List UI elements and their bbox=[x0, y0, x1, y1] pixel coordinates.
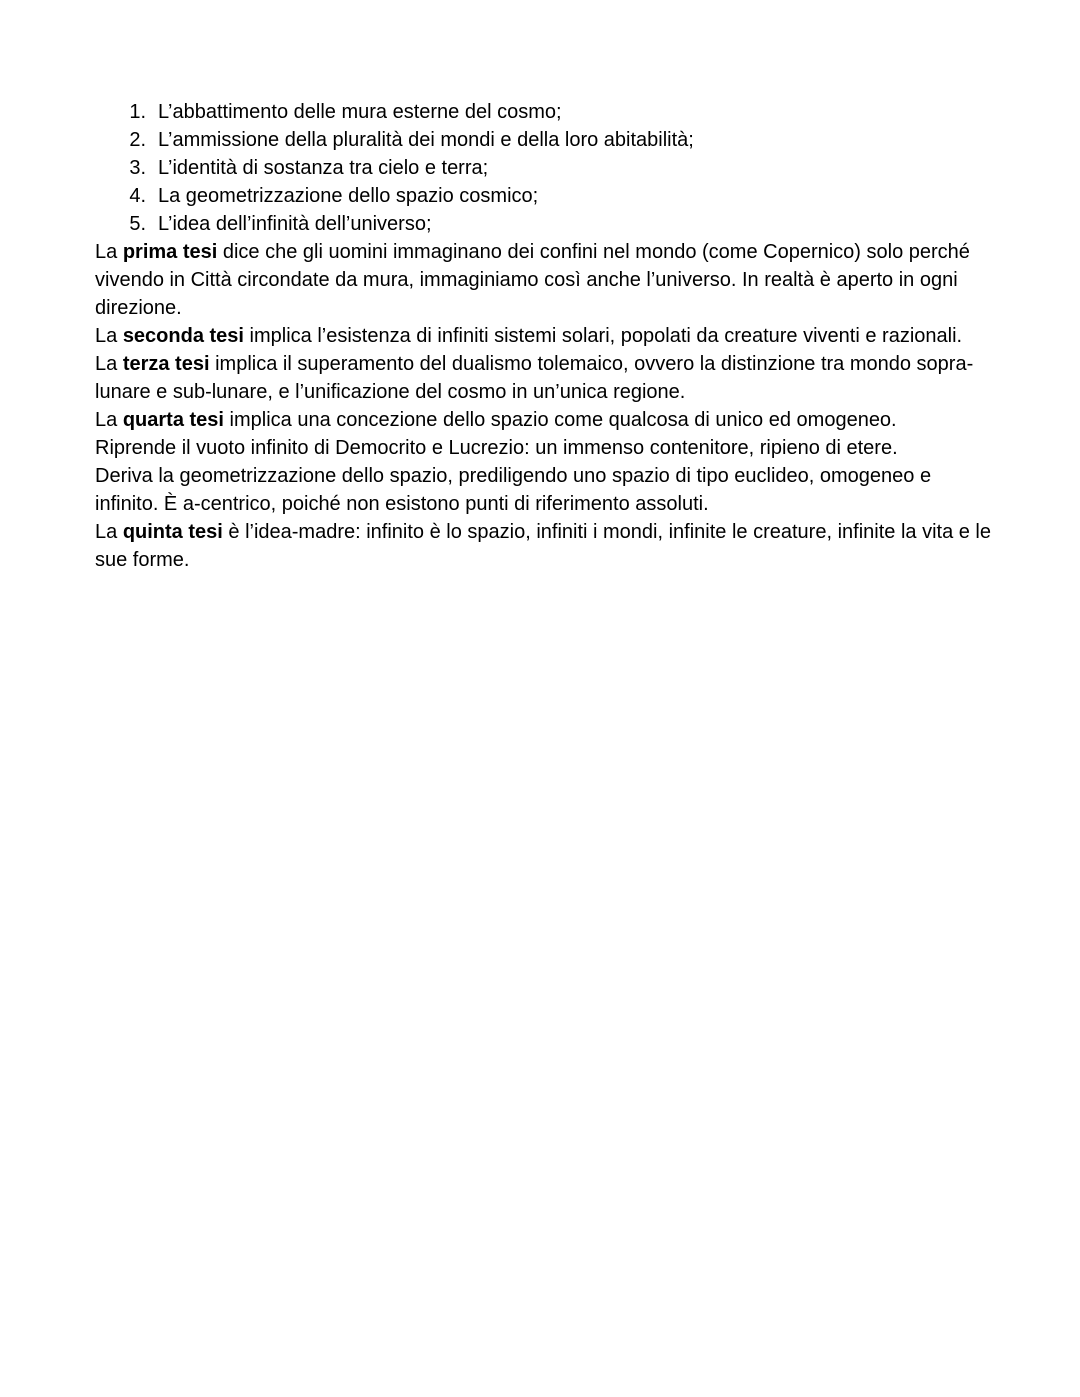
paragraph-text: implica il superamento del dualismo tolemaico, ovvero la distinzione tra mondo sopra-lunare e sub-lunare, e l’unificazione del cosmo in un’unica regione. bbox=[95, 353, 974, 403]
paragraph-text: Riprende il vuoto infinito di Democrito e Lucrezio: un immenso contenitore, ripieno di etere. bbox=[95, 437, 898, 459]
paragraph-bold-term: terza tesi bbox=[122, 353, 210, 375]
paragraph-seconda-tesi bbox=[95, 322, 995, 350]
list-item: L’abbattimento delle mura esterne del cosmo; bbox=[158, 101, 562, 123]
list-item: L’ammissione della pluralità dei mondi e della loro abitabilità; bbox=[158, 129, 694, 151]
paragraph-democrito bbox=[95, 434, 995, 462]
paragraph-text: dice che gli uomini immaginano dei confini nel mondo (come Copernico) solo perché vivendo in Città circondate da mura, immaginiamo così anche l’universo. In realtà è aperto in ogni direzione. bbox=[95, 241, 970, 319]
paragraph-quinta-tesi bbox=[95, 518, 995, 574]
paragraph-prefix: La bbox=[95, 409, 123, 431]
document-page bbox=[95, 98, 995, 574]
list-item: L’identità di sostanza tra cielo e terra; bbox=[158, 157, 489, 179]
paragraph-prima-tesi bbox=[95, 238, 995, 322]
list-item: La geometrizzazione dello spazio cosmico; bbox=[158, 185, 539, 207]
tesi-list bbox=[95, 98, 995, 238]
paragraph-text: Deriva la geometrizzazione dello spazio, prediligendo uno spazio di tipo euclideo, omogeneo e infinito. È a-centrico, poiché non esistono punti di riferimento assoluti. bbox=[95, 465, 932, 515]
paragraph-quarta-tesi bbox=[95, 406, 995, 434]
list-item: L’idea dell’infinità dell’universo; bbox=[158, 213, 432, 235]
paragraph-text: è l’idea-madre: infinito è lo spazio, infiniti i mondi, infinite le creature, infinite la vita e le sue forme. bbox=[95, 521, 991, 571]
paragraph-geometrizzazione bbox=[95, 462, 995, 518]
paragraph-terza-tesi bbox=[95, 350, 995, 406]
paragraph-bold-term: prima tesi bbox=[122, 241, 218, 263]
paragraph-text: implica una concezione dello spazio come qualcosa di unico ed omogeneo. bbox=[223, 409, 897, 431]
paragraph-bold-term: seconda tesi bbox=[122, 325, 244, 347]
paragraph-text: implica l’esistenza di infiniti sistemi solari, popolati da creature viventi e razionali. bbox=[243, 325, 963, 347]
paragraph-prefix: La bbox=[95, 325, 123, 347]
paragraph-prefix: La bbox=[95, 353, 123, 375]
paragraph-prefix: La bbox=[95, 241, 123, 263]
paragraph-bold-term: quarta tesi bbox=[122, 409, 224, 431]
paragraph-bold-term: quinta tesi bbox=[122, 521, 223, 543]
paragraph-prefix: La bbox=[95, 521, 123, 543]
